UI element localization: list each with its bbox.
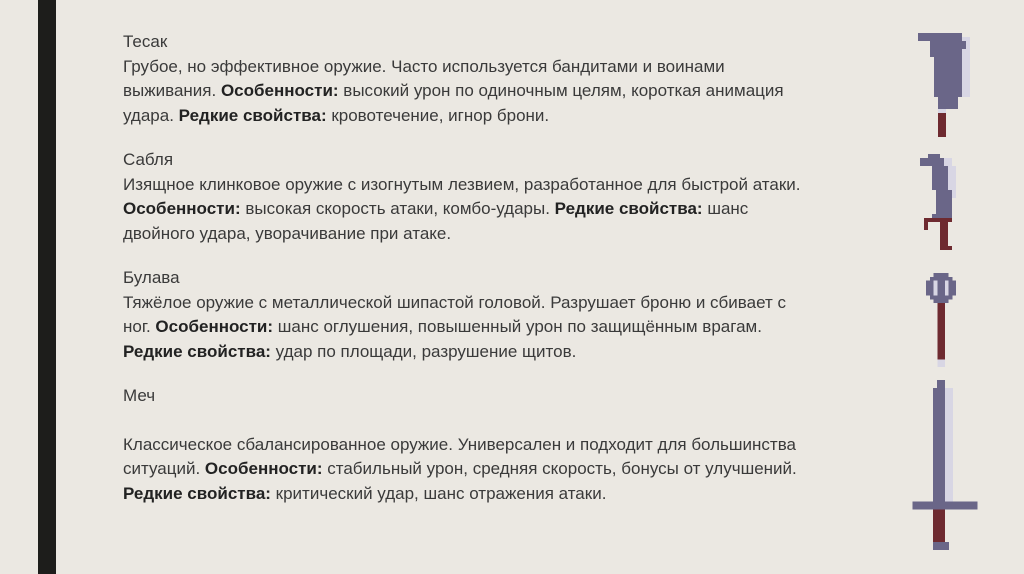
entry-line: Особенности: высокая скорость атаки, комбо-удары. Редкие свойства: шанс [123,199,749,218]
entry-line: ног. Особенности: шанс оглушения, повышенный урон по защищённым врагам. [123,317,762,336]
entry-line: выживания. Особенности: высокий урон по одиночным целям, короткая анимация [123,81,784,100]
entry-line: удара. Редкие свойства: кровотечение, игнор брони. [123,105,550,125]
entry-line: двойного удара, уворачивание при атаке. [123,223,452,243]
entry-title: Булава [123,268,180,287]
left-accent-bar [38,0,56,574]
entry-title: Меч [123,386,156,405]
entry-title: Сабля [123,150,174,169]
sword-icon [912,380,978,550]
entry-line: Тяжёлое оружие с металлической шипастой головой. Разрушает броню и сбивает с [123,292,786,312]
entry-line: Редкие свойства: удар по площади, разрушение щитов. [123,341,577,361]
mace-icon [926,270,956,370]
entry-mace [123,266,913,364]
entry-sword [123,384,913,506]
entry-line: Грубое, но эффективное оружие. Часто используется бандитами и воинами [123,56,725,76]
cleaver-icon [918,33,970,137]
entry-line: Классическое сбалансированное оружие. Универсален и подходит для большинства [123,434,797,454]
entry-line: Изящное клинковое оружие с изогнутым лезвием, разработанное для быстрой атаки. [123,174,801,194]
entry-line: ситуаций. Особенности: стабильный урон, средняя скорость, бонусы от улучшений. [123,459,797,478]
entry-cleaver [123,30,913,128]
entry-line: Редкие свойства: критический удар, шанс отражения атаки. [123,483,607,503]
entry-saber [123,148,913,246]
saber-icon [920,154,960,250]
weapons-description [123,30,913,506]
entry-title: Тесак [123,32,168,51]
